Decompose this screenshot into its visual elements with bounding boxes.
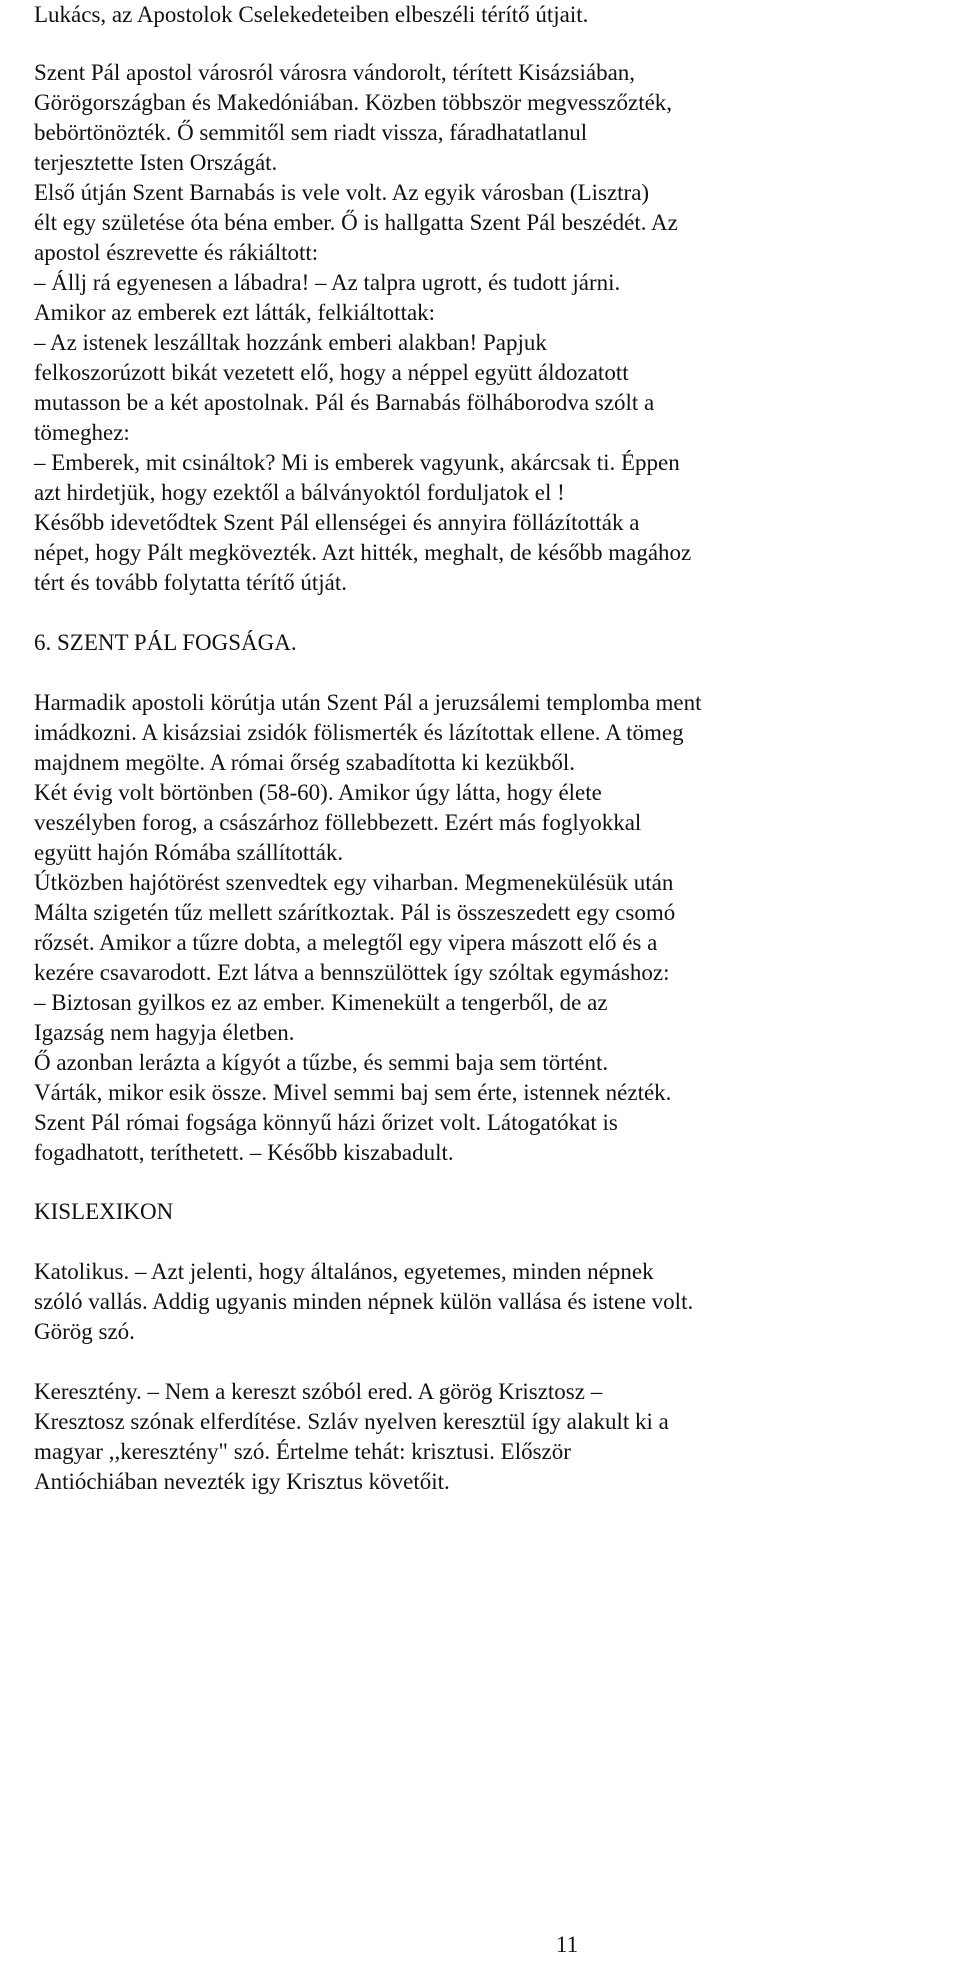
text-line: tért és tovább folytatta térítő útját.: [34, 570, 347, 595]
text-line: mutasson be a két apostolnak. Pál és Barnabás fölháborodva szólt a: [34, 390, 655, 415]
text-line: Szent Pál apostol városról városra vándorolt, térített Kisázsiában,: [34, 60, 636, 85]
text-line: Harmadik apostoli körútja után Szent Pál a jeruzsálemi templomba ment: [34, 690, 702, 715]
text-line: felkoszorúzott bikát vezetett elő, hogy a néppel együtt áldozatott: [34, 360, 629, 385]
text-line: azt hirdetjük, hogy ezektől a bálványoktól forduljatok el !: [34, 480, 565, 505]
text-line: Ő azonban lerázta a kígyót a tűzbe, és semmi baja sem történt.: [34, 1050, 609, 1075]
text-line: Málta szigetén tűz mellett szárítkoztak. Pál is összeszedett egy csomó: [34, 900, 676, 925]
text-line: Két évig volt börtönben (58-60). Amikor úgy látta, hogy élete: [34, 780, 602, 805]
text-line: apostol észrevette és rákiáltott:: [34, 240, 319, 265]
text-line: Később idevetődtek Szent Pál ellenségei és annyira föllázították a: [34, 510, 640, 535]
text-line: kezére csavarodott. Ezt látva a bennszülöttek így szóltak egymáshoz:: [34, 960, 670, 985]
text-line: – Emberek, mit csináltok? Mi is emberek vagyunk, akárcsak ti. Éppen: [34, 450, 680, 475]
text-line: Görög szó.: [34, 1319, 135, 1344]
text-line: Első útján Szent Barnabás is vele volt. Az egyik városban (Lisztra): [34, 180, 650, 205]
text-line: Kresztosz szónak elferdítése. Szláv nyelven keresztül így alakult ki a: [34, 1409, 669, 1434]
text-line: Szent Pál római fogsága könnyű házi őrizet volt. Látogatókat is: [34, 1110, 618, 1135]
text-line: Lukács, az Apostolok Cselekedeteiben elbeszéli térítő útjait.: [34, 2, 589, 27]
text-line: rőzsét. Amikor a tűzre dobta, a melegtől egy vipera mászott elő és a: [34, 930, 658, 955]
text-line: szóló vallás. Addig ugyanis minden népnek külön vallása és istene volt.: [34, 1289, 694, 1314]
text-line: együtt hajón Rómába szállították.: [34, 840, 344, 865]
text-line: – Az istenek leszálltak hozzánk emberi alakban! Papjuk: [34, 330, 547, 355]
text-line: majdnem megölte. A római őrség szabadította ki kezükből.: [34, 750, 576, 775]
text-line: Antióchiában nevezték igy Krisztus követőit.: [34, 1469, 450, 1494]
page-number: 11: [555, 1932, 579, 1957]
text-line: Keresztény. – Nem a kereszt szóból ered. A görög Krisztosz –: [34, 1379, 603, 1404]
text-line: tömeghez:: [34, 420, 130, 445]
text-line: – Állj rá egyenesen a lábadra! – Az talpra ugrott, és tudott járni.: [34, 270, 621, 295]
text-line: Útközben hajótörést szenvedtek egy viharban. Megmenekülésük után: [34, 870, 674, 895]
text-line: imádkozni. A kisázsiai zsidók fölismerték és lázítottak ellene. A tömeg: [34, 720, 684, 745]
text-line: Katolikus. – Azt jelenti, hogy általános, egyetemes, minden népnek: [34, 1259, 654, 1284]
text-line: veszélyben forog, a császárhoz föllebbezett. Ezért más foglyokkal: [34, 810, 642, 835]
text-line: fogadhatott, teríthetett. – Később kiszabadult.: [34, 1140, 454, 1165]
text-line: Görögországban és Makedóniában. Közben többször megvesszőzték,: [34, 90, 673, 115]
text-line: bebörtönözték. Ő semmitől sem riadt vissza, fáradhatatlanul: [34, 120, 588, 145]
text-line: Amikor az emberek ezt látták, felkiáltottak:: [34, 300, 436, 325]
text-line: népet, hogy Pált megkövezték. Azt hitték, meghalt, de később magához: [34, 540, 692, 565]
text-line: élt egy születése óta béna ember. Ő is hallgatta Szent Pál beszédét. Az: [34, 210, 678, 235]
text-line: Igazság nem hagyja életben.: [34, 1020, 295, 1045]
section-heading: 6. SZENT PÁL FOGSÁGA.: [34, 630, 297, 655]
text-line: magyar ,,keresztény" szó. Értelme tehát: krisztusi. Először: [34, 1439, 571, 1464]
text-line: – Biztosan gyilkos ez az ember. Kimenekült a tengerből, de az: [34, 990, 608, 1015]
section-heading: KISLEXIKON: [34, 1199, 174, 1224]
text-line: terjesztette Isten Országát.: [34, 150, 278, 175]
text-line: Várták, mikor esik össze. Mivel semmi baj sem érte, istennek nézték.: [34, 1080, 672, 1105]
